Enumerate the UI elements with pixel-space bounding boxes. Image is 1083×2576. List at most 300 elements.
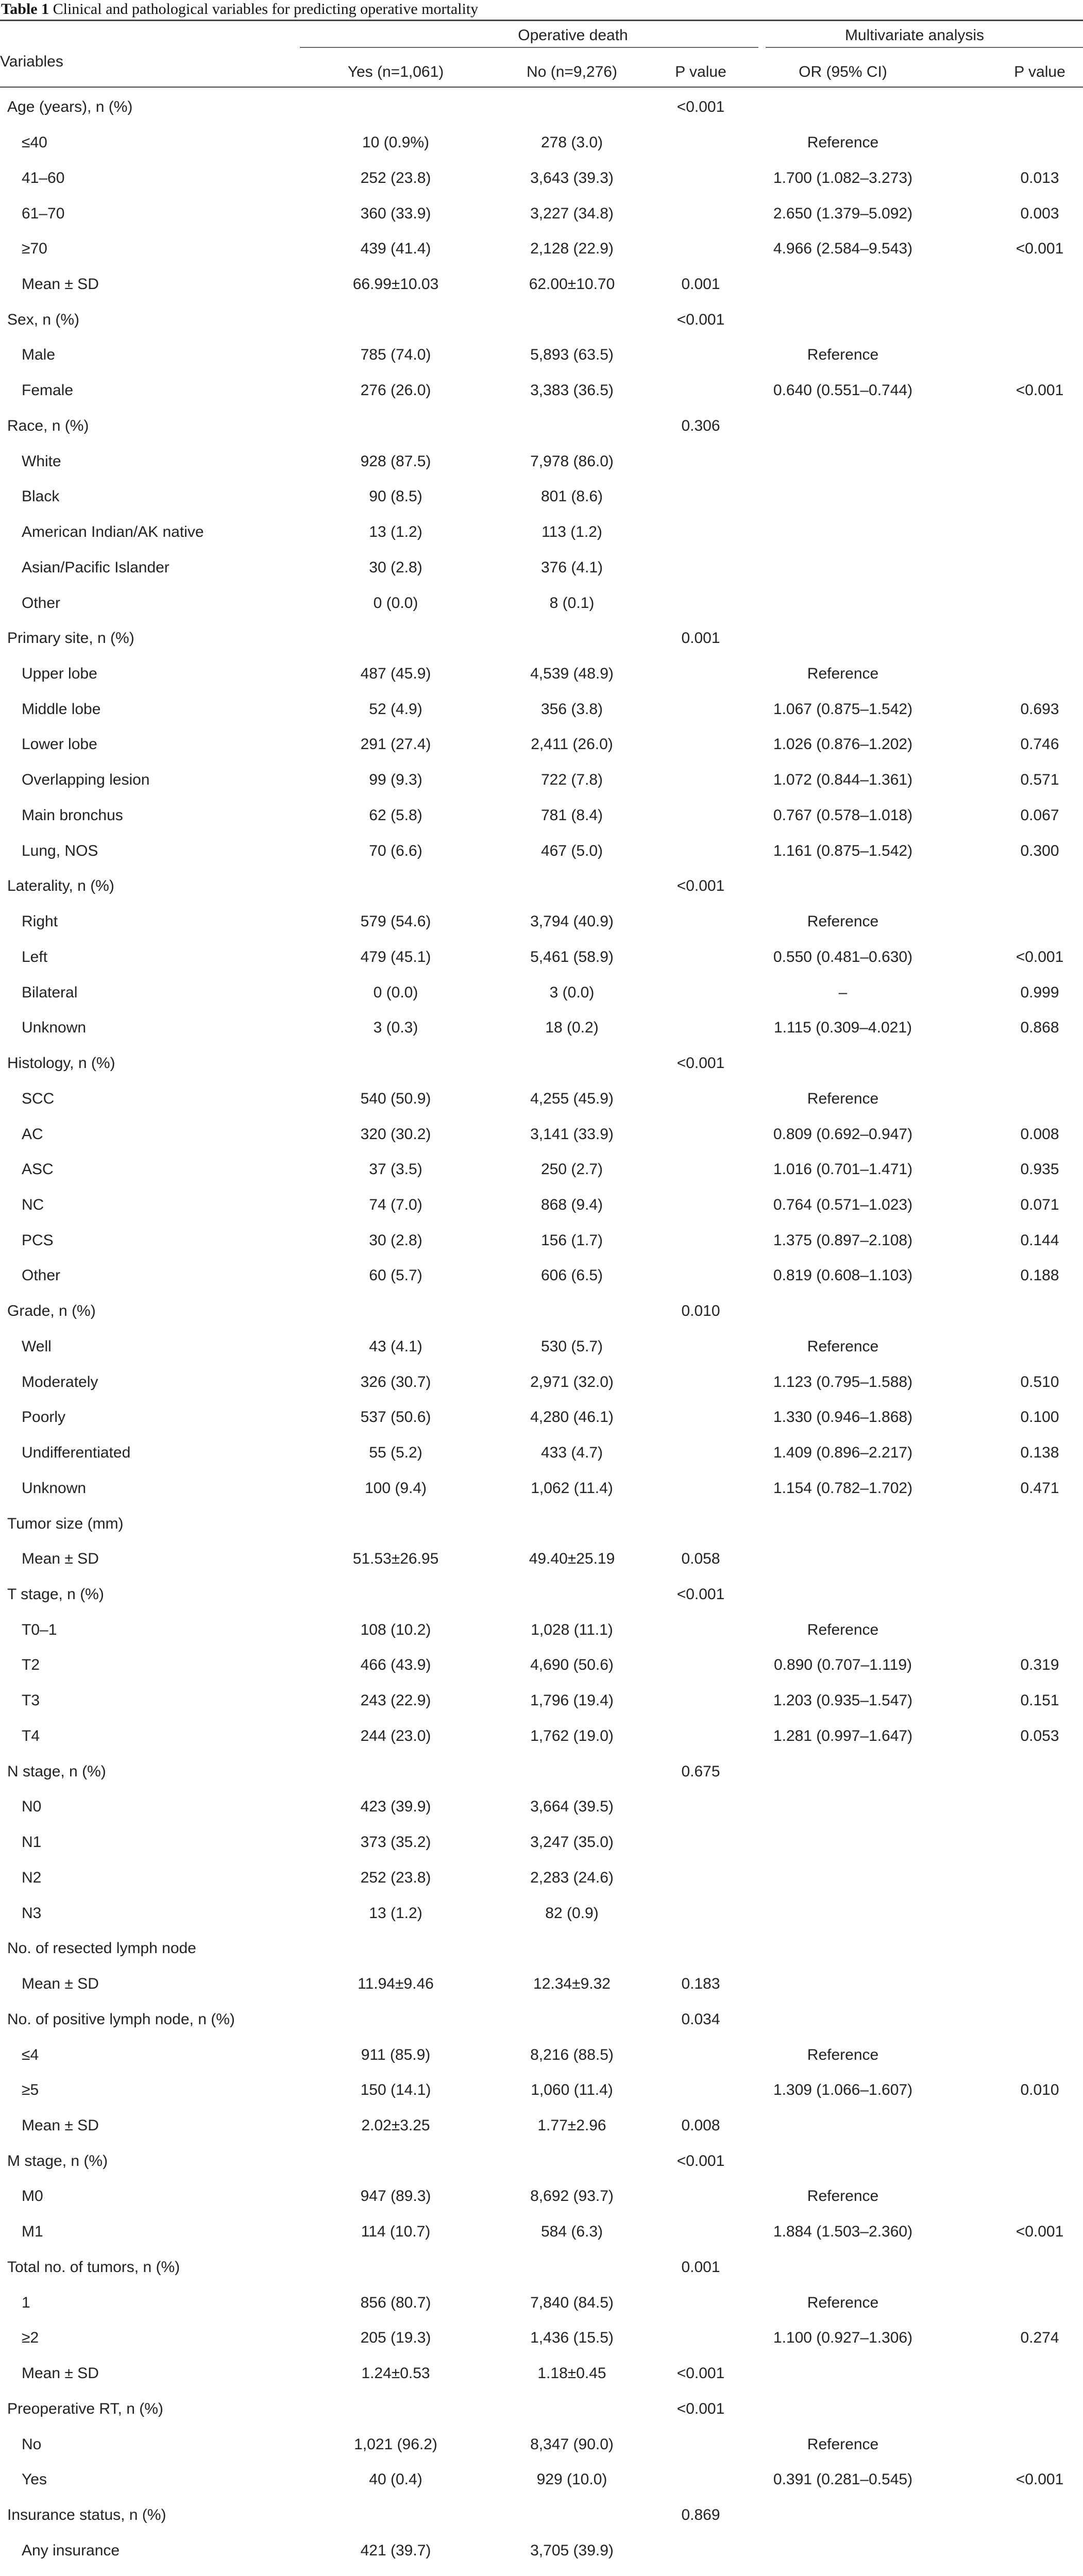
- cell-yes: 785 (74.0): [360, 346, 431, 364]
- variable-label: Yes: [22, 2471, 47, 2488]
- cell-or: 1.100 (0.927–1.306): [773, 2329, 913, 2347]
- cell-p: 0.010: [681, 1302, 720, 1320]
- group-rule-multivariate: [766, 47, 1083, 48]
- cell-or: Reference: [807, 2046, 879, 2063]
- table-row: [0, 479, 1083, 515]
- variable-label: Lung, NOS: [22, 842, 98, 859]
- header-yes: Yes (n=1,061): [347, 63, 444, 80]
- table-row: [0, 1967, 1083, 2002]
- cell-or: 0.640 (0.551–0.744): [773, 382, 913, 399]
- table-row: [0, 1400, 1083, 1435]
- cell-yes: 252 (23.8): [360, 1869, 431, 1886]
- cell-no: 3 (0.0): [549, 984, 595, 1001]
- cell-or: 1.161 (0.875–1.542): [773, 842, 913, 859]
- table-category-row: [0, 2250, 1083, 2285]
- cell-or: 1.123 (0.795–1.588): [773, 1373, 913, 1391]
- cell-no: 4,690 (50.6): [530, 1656, 614, 1674]
- table-row: [0, 727, 1083, 762]
- cell-yes: 150 (14.1): [360, 2081, 431, 2099]
- variable-label: ≤40: [22, 134, 47, 151]
- table-row: [0, 1612, 1083, 1648]
- table-row: [0, 1825, 1083, 1860]
- cell-or: 0.764 (0.571–1.023): [773, 1196, 913, 1213]
- cell-no: 1,436 (15.5): [530, 2329, 614, 2347]
- table-row: [0, 196, 1083, 231]
- variable-label: Mean ± SD: [22, 2365, 99, 2382]
- cell-p2: 0.053: [1020, 1727, 1059, 1744]
- cell-yes: 252 (23.8): [360, 169, 431, 187]
- variable-label: Mean ± SD: [22, 2116, 99, 2134]
- cell-no: 49.40±25.19: [529, 1550, 615, 1568]
- variable-label: Other: [22, 594, 61, 612]
- cell-no: 606 (6.5): [540, 1267, 603, 1284]
- cell-yes: 928 (87.5): [360, 452, 431, 470]
- cell-or: 1.154 (0.782–1.702): [773, 1479, 913, 1497]
- table-row: [0, 2285, 1083, 2320]
- cell-yes: 2.02±3.25: [361, 2116, 430, 2134]
- table-category-row: [0, 1506, 1083, 1541]
- cell-or: Reference: [807, 2435, 879, 2453]
- group-rule-operative: [300, 47, 758, 48]
- cell-yes: 40 (0.4): [369, 2471, 422, 2488]
- cell-p: 0.869: [681, 2506, 720, 2523]
- variable-label: 61–70: [22, 205, 65, 222]
- cell-p: 0.001: [681, 2258, 720, 2276]
- cell-or: 1.409 (0.896–2.217): [773, 1444, 913, 1462]
- cell-p: 0.183: [681, 1975, 720, 1993]
- table-row: [0, 2073, 1083, 2108]
- table-row: [0, 1541, 1083, 1577]
- cell-or: 1.330 (0.946–1.868): [773, 1409, 913, 1426]
- cell-yes: 373 (35.2): [360, 1834, 431, 1851]
- cell-p: 0.675: [681, 1762, 720, 1780]
- cell-no: 7,840 (84.5): [530, 2294, 614, 2311]
- variable-label: T4: [22, 1727, 40, 1744]
- variable-label: Insurance status, n (%): [7, 2506, 166, 2523]
- cell-no: 868 (9.4): [540, 1196, 603, 1213]
- variable-label: Any insurance: [22, 2541, 120, 2559]
- table-row: [0, 940, 1083, 975]
- cell-yes: 51.53±26.95: [352, 1550, 439, 1568]
- cell-p2: 0.071: [1020, 1196, 1059, 1213]
- cell-yes: 37 (3.5): [369, 1161, 422, 1178]
- cell-p2: 0.999: [1020, 984, 1059, 1001]
- table-category-row: [0, 2391, 1083, 2427]
- cell-or: 0.819 (0.608–1.103): [773, 1267, 913, 1284]
- cell-p2: 0.935: [1020, 1161, 1059, 1178]
- cell-yes: 243 (22.9): [360, 1692, 431, 1709]
- cell-or: 1.115 (0.309–4.021): [774, 1019, 912, 1037]
- cell-yes: 43 (4.1): [369, 1337, 422, 1355]
- table-row: [0, 1470, 1083, 1506]
- variable-label: ASC: [22, 1161, 54, 1178]
- cell-p2: 0.274: [1020, 2329, 1059, 2347]
- table-row: [0, 515, 1083, 550]
- table-row: [0, 1719, 1083, 1754]
- table-category-row: [0, 1577, 1083, 1613]
- cell-yes: 114 (10.7): [361, 2223, 431, 2241]
- cell-no: 781 (8.4): [540, 806, 603, 824]
- cell-or: 1.026 (0.876–1.202): [773, 736, 913, 753]
- cell-or: Reference: [807, 1090, 879, 1107]
- cell-or: Reference: [807, 134, 879, 151]
- cell-p: <0.001: [676, 2365, 725, 2382]
- variable-label: ≥5: [22, 2081, 39, 2099]
- variable-label: M0: [22, 2188, 43, 2205]
- variable-label: T0–1: [22, 1621, 57, 1638]
- table-row: [0, 1648, 1083, 1683]
- cell-yes: 30 (2.8): [369, 558, 422, 576]
- cell-yes: 99 (9.3): [369, 771, 422, 789]
- table-row: [0, 231, 1083, 267]
- table-row: [0, 1223, 1083, 1258]
- variable-label: N stage, n (%): [7, 1762, 106, 1780]
- variable-label: Age (years), n (%): [7, 98, 133, 116]
- variable-label: Asian/Pacific Islander: [22, 558, 170, 576]
- cell-yes: 320 (30.2): [360, 1125, 431, 1143]
- cell-p2: 0.008: [1020, 1125, 1059, 1143]
- cell-no: 1,028 (11.1): [531, 1621, 613, 1638]
- table-row: [0, 373, 1083, 409]
- variable-label: Unknown: [22, 1019, 87, 1037]
- variable-label: Main bronchus: [22, 806, 123, 824]
- cell-p2: 0.300: [1020, 842, 1059, 859]
- table-row: [0, 1364, 1083, 1400]
- cell-no: 530 (5.7): [540, 1337, 603, 1355]
- cell-no: 5,893 (63.5): [530, 346, 614, 364]
- variable-label: M stage, n (%): [7, 2152, 108, 2170]
- variable-label: Poorly: [22, 1409, 66, 1426]
- variable-label: Mean ± SD: [22, 1550, 99, 1568]
- cell-yes: 205 (19.3): [360, 2329, 431, 2347]
- variable-label: Undifferentiated: [22, 1444, 131, 1462]
- cell-no: 433 (4.7): [540, 1444, 603, 1462]
- table-category-row: [0, 1294, 1083, 1329]
- cell-or: 1.309 (1.066–1.607): [773, 2081, 913, 2099]
- cell-no: 1,762 (19.0): [530, 1727, 614, 1744]
- table-row: [0, 550, 1083, 585]
- variable-label: T2: [22, 1656, 40, 1674]
- variable-label: No: [22, 2435, 42, 2453]
- table-row: [0, 1683, 1083, 1719]
- variable-label: No. of resected lymph node: [7, 1940, 196, 1957]
- table-category-row: [0, 1931, 1083, 1967]
- variable-label: AC: [22, 1125, 43, 1143]
- cell-no: 3,141 (33.9): [530, 1125, 614, 1143]
- variable-label: Overlapping lesion: [22, 771, 150, 789]
- cell-yes: 52 (4.9): [369, 700, 422, 718]
- cell-p2: 0.471: [1020, 1479, 1059, 1497]
- cell-p2: 0.144: [1020, 1231, 1059, 1249]
- variable-label: Lower lobe: [22, 736, 97, 753]
- table-row: [0, 1010, 1083, 1046]
- cell-yes: 1,021 (96.2): [354, 2435, 437, 2453]
- cell-or: 0.391 (0.281–0.545): [773, 2471, 913, 2488]
- cell-no: 356 (3.8): [540, 700, 603, 718]
- cell-yes: 326 (30.7): [360, 1373, 431, 1391]
- cell-or: Reference: [807, 1337, 879, 1355]
- variable-label: ≥2: [22, 2329, 39, 2347]
- table-row: [0, 337, 1083, 373]
- cell-p: <0.001: [676, 1055, 725, 1072]
- cell-no: 3,227 (34.8): [530, 205, 614, 222]
- table-row: [0, 2427, 1083, 2462]
- table-category-row: [0, 409, 1083, 444]
- cell-no: 5,461 (58.9): [530, 948, 614, 965]
- cell-or: 1.203 (0.935–1.547): [773, 1692, 913, 1709]
- cell-or: Reference: [807, 346, 879, 364]
- table-row: [0, 904, 1083, 940]
- cell-yes: 856 (80.7): [360, 2294, 431, 2311]
- cell-yes: 947 (89.3): [360, 2188, 431, 2205]
- cell-no: 3,794 (40.9): [530, 913, 614, 930]
- table-category-row: [0, 1046, 1083, 1081]
- cell-yes: 423 (39.9): [360, 1798, 431, 1816]
- cell-no: 62.00±10.70: [529, 276, 615, 293]
- cell-yes: 100 (9.4): [364, 1479, 427, 1497]
- cell-yes: 70 (6.6): [369, 842, 422, 859]
- cell-yes: 62 (5.8): [369, 806, 422, 824]
- table-row: [0, 2214, 1083, 2250]
- cell-or: –: [838, 984, 848, 1001]
- cell-no: 8 (0.1): [549, 594, 595, 612]
- cell-no: 250 (2.7): [540, 1161, 603, 1178]
- cell-yes: 74 (7.0): [369, 1196, 422, 1213]
- cell-no: 1.18±0.45: [537, 2365, 606, 2382]
- cell-yes: 11.94±9.46: [358, 1975, 434, 1993]
- table-row: [0, 125, 1083, 161]
- variable-label: Laterality, n (%): [7, 877, 114, 895]
- cell-yes: 13 (1.2): [369, 523, 422, 541]
- cell-yes: 90 (8.5): [369, 488, 422, 505]
- cell-yes: 911 (85.9): [361, 2046, 431, 2063]
- table-label: Table 1: [1, 1, 49, 18]
- variable-label: Moderately: [22, 1373, 98, 1391]
- table-row: [0, 1116, 1083, 1152]
- cell-no: 3,643 (39.3): [530, 169, 614, 187]
- variable-label: Male: [22, 346, 56, 364]
- cell-no: 376 (4.1): [540, 558, 603, 576]
- cell-p: <0.001: [676, 98, 725, 116]
- cell-or: 1.281 (0.997–1.647): [773, 1727, 913, 1744]
- variable-label: M1: [22, 2223, 43, 2241]
- cell-p: <0.001: [676, 1586, 725, 1603]
- cell-yes: 466 (43.9): [360, 1656, 431, 1674]
- variable-label: N2: [22, 1869, 42, 1886]
- cell-no: 4,280 (46.1): [530, 1409, 614, 1426]
- cell-or: 1.700 (1.082–3.273): [773, 169, 913, 187]
- cell-no: 7,978 (86.0): [530, 452, 614, 470]
- variable-label: Female: [22, 382, 74, 399]
- variable-label: Primary site, n (%): [7, 630, 134, 647]
- cell-yes: 244 (23.0): [360, 1727, 431, 1744]
- cell-yes: 13 (1.2): [369, 1904, 422, 1922]
- table-row: [0, 1329, 1083, 1365]
- cell-yes: 540 (50.9): [360, 1090, 431, 1107]
- table-category-row: [0, 869, 1083, 904]
- cell-p2: 0.013: [1020, 169, 1059, 187]
- variable-label: White: [22, 452, 61, 470]
- cell-no: 12.34±9.32: [533, 1975, 611, 1993]
- cell-yes: 1.24±0.53: [361, 2365, 430, 2382]
- cell-p: <0.001: [676, 2152, 725, 2170]
- variable-label: N0: [22, 1798, 42, 1816]
- cell-no: 1.77±2.96: [537, 2116, 606, 2134]
- variable-label: Well: [22, 1337, 52, 1355]
- table-category-row: [0, 621, 1083, 656]
- table-row: [0, 1188, 1083, 1223]
- table-row: [0, 267, 1083, 302]
- cell-no: 113 (1.2): [542, 523, 602, 541]
- cell-no: 278 (3.0): [540, 134, 603, 151]
- variable-label: Unknown: [22, 1479, 87, 1497]
- cell-or: Reference: [807, 913, 879, 930]
- table-row: [0, 2179, 1083, 2214]
- cell-no: 8,347 (90.0): [530, 2435, 614, 2453]
- top-rule: [0, 20, 1083, 21]
- cell-yes: 487 (45.9): [360, 665, 431, 683]
- table-row: [0, 798, 1083, 834]
- cell-p2: 0.010: [1020, 2081, 1059, 2099]
- cell-no: 1,060 (11.4): [531, 2081, 613, 2099]
- variable-label: ≤4: [22, 2046, 39, 2063]
- cell-p2: <0.001: [1016, 2471, 1064, 2488]
- cell-p2: 0.571: [1020, 771, 1059, 789]
- cell-no: 3,664 (39.5): [530, 1798, 614, 1816]
- cell-or: 0.890 (0.707–1.119): [774, 1656, 912, 1674]
- cell-or: 0.550 (0.481–0.630): [773, 948, 913, 965]
- table-row: [0, 2356, 1083, 2392]
- cell-no: 467 (5.0): [540, 842, 603, 859]
- cell-yes: 3 (0.3): [373, 1019, 418, 1037]
- cell-no: 18 (0.2): [545, 1019, 599, 1037]
- table-row: [0, 1860, 1083, 1896]
- cell-p: 0.034: [681, 2010, 720, 2028]
- table-category-row: [0, 90, 1083, 125]
- table-row: [0, 1789, 1083, 1825]
- table-row: [0, 160, 1083, 196]
- variable-label: Black: [22, 488, 60, 505]
- variable-label: Grade, n (%): [7, 1302, 96, 1320]
- cell-no: 156 (1.7): [540, 1231, 603, 1249]
- cell-yes: 360 (33.9): [360, 205, 431, 222]
- cell-p2: <0.001: [1016, 240, 1064, 258]
- table-row: [0, 444, 1083, 479]
- cell-yes: 291 (27.4): [360, 736, 431, 753]
- table-row: [0, 1435, 1083, 1471]
- variable-label: N3: [22, 1904, 42, 1922]
- table-row: [0, 656, 1083, 692]
- cell-p: 0.001: [681, 276, 720, 293]
- variable-label: SCC: [22, 1090, 55, 1107]
- cell-p2: 0.510: [1020, 1373, 1059, 1391]
- cell-no: 584 (6.3): [540, 2223, 603, 2241]
- cell-or: Reference: [807, 2294, 879, 2311]
- variable-label: 41–60: [22, 169, 65, 187]
- cell-no: 4,539 (48.9): [530, 665, 614, 683]
- cell-p: 0.001: [681, 630, 720, 647]
- cell-or: 1.072 (0.844–1.361): [773, 771, 913, 789]
- cell-yes: 0 (0.0): [373, 984, 418, 1001]
- cell-no: 801 (8.6): [540, 488, 603, 505]
- cell-no: 3,247 (35.0): [530, 1834, 614, 1851]
- cell-yes: 108 (10.2): [360, 1621, 431, 1638]
- variable-label: Mean ± SD: [22, 1975, 99, 1993]
- table-row: [0, 2037, 1083, 2073]
- cell-p: 0.008: [681, 2116, 720, 2134]
- cell-p2: 0.100: [1020, 1409, 1059, 1426]
- cell-p: 0.306: [681, 417, 720, 434]
- cell-no: 3,705 (39.9): [530, 2541, 614, 2559]
- cell-no: 2,411 (26.0): [531, 736, 613, 753]
- variable-label: ≥70: [22, 240, 47, 258]
- cell-p2: 0.319: [1020, 1656, 1059, 1674]
- cell-p: <0.001: [676, 877, 725, 895]
- header-rule: [0, 87, 1083, 88]
- cell-no: 1,062 (11.4): [531, 1479, 613, 1497]
- cell-or: 0.767 (0.578–1.018): [773, 806, 913, 824]
- table-category-row: [0, 1754, 1083, 1789]
- cell-yes: 55 (5.2): [369, 1444, 422, 1462]
- cell-yes: 579 (54.6): [360, 913, 431, 930]
- header-pvalue-2: P value: [1014, 63, 1065, 80]
- header-variables: Variables: [0, 53, 63, 70]
- variable-label: 1: [22, 2294, 30, 2311]
- cell-p2: 0.151: [1020, 1692, 1059, 1709]
- header-pvalue-1: P value: [675, 63, 726, 80]
- variable-label: T stage, n (%): [7, 1586, 104, 1603]
- cell-p2: 0.138: [1020, 1444, 1059, 1462]
- table-row: [0, 2533, 1083, 2568]
- cell-p2: 0.868: [1020, 1019, 1059, 1037]
- table-row: [0, 2108, 1083, 2144]
- table-row: [0, 975, 1083, 1010]
- variable-label: Right: [22, 913, 58, 930]
- cell-or: 2.650 (1.379–5.092): [773, 205, 913, 222]
- cell-p2: 0.003: [1020, 205, 1059, 222]
- table-caption: [1, 0, 478, 19]
- variable-label: PCS: [22, 1231, 54, 1249]
- table-title: Clinical and pathological variables for predicting operative mortality: [53, 1, 479, 18]
- cell-yes: 0 (0.0): [373, 594, 418, 612]
- header-no: No (n=9,276): [527, 63, 617, 80]
- table-category-row: [0, 2143, 1083, 2179]
- cell-no: 8,216 (88.5): [530, 2046, 614, 2063]
- table-row: [0, 2568, 1083, 2576]
- variable-label: No. of positive lymph node, n (%): [7, 2010, 235, 2028]
- header-operative-death: Operative death: [518, 27, 628, 44]
- variable-label: Tumor size (mm): [7, 1515, 124, 1532]
- cell-yes: 421 (39.7): [360, 2541, 431, 2559]
- cell-p: <0.001: [676, 311, 725, 328]
- variable-label: Middle lobe: [22, 700, 101, 718]
- cell-yes: 479 (45.1): [360, 948, 431, 965]
- table-row: [0, 1258, 1083, 1294]
- table-row: [0, 1081, 1083, 1116]
- cell-p2: 0.693: [1020, 700, 1059, 718]
- variable-label: Other: [22, 1267, 61, 1284]
- table-row: [0, 762, 1083, 798]
- cell-yes: 537 (50.6): [360, 1409, 431, 1426]
- cell-or: 1.375 (0.897–2.108): [773, 1231, 913, 1249]
- variable-label: Bilateral: [22, 984, 78, 1001]
- cell-p2: 0.067: [1020, 806, 1059, 824]
- cell-no: 1,796 (19.4): [530, 1692, 614, 1709]
- variable-label: Race, n (%): [7, 417, 89, 434]
- table-category-row: [0, 302, 1083, 337]
- table-row: [0, 691, 1083, 727]
- cell-yes: 10 (0.9%): [362, 134, 430, 151]
